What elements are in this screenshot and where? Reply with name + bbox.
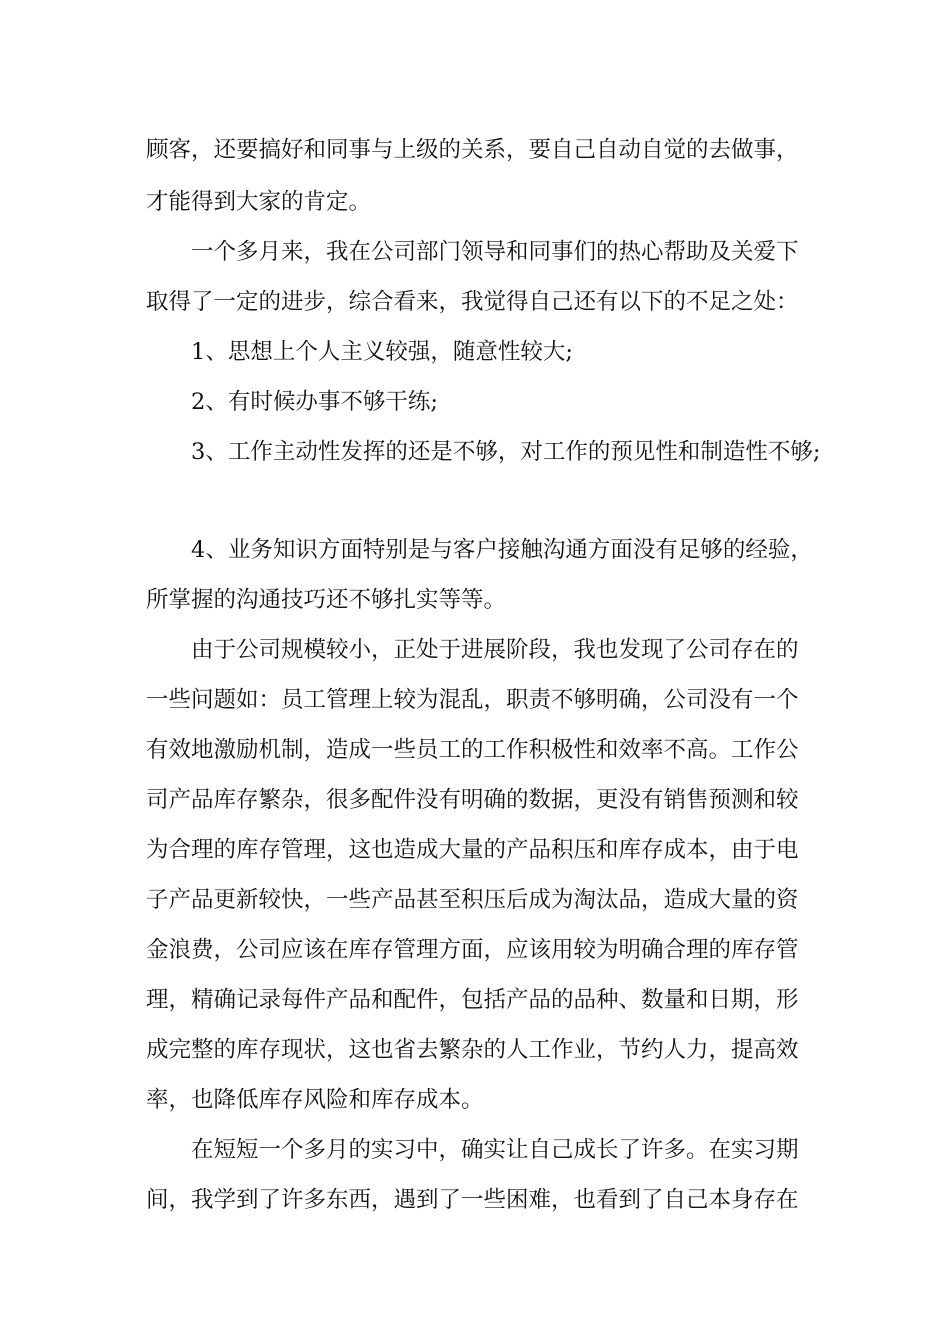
text-line: 率，也降低库存风险和库存成本。: [146, 1087, 484, 1113]
text-line: 理，精确记录每件产品和配件，包括产品的品种、数量和日期，形: [146, 987, 799, 1013]
text-line: 金浪费，公司应该在库存管理方面，应该用较为明确合理的库存管: [146, 937, 799, 963]
text-line: 由于公司规模较小，正处于进展阶段，我也发现了公司存在的: [191, 637, 799, 663]
text-line: 一些问题如：员工管理上较为混乱，职责不够明确，公司没有一个: [146, 687, 799, 713]
list-item: 2、有时候办事不够干练;: [191, 389, 438, 415]
text-line: 顾客，还要搞好和同事与上级的关系，要自己自动自觉的去做事，: [146, 137, 799, 163]
text-line: 间，我学到了许多东西，遇到了一些困难，也看到了自己本身存在: [146, 1187, 799, 1213]
text-line: 取得了一定的进步，综合看来，我觉得自己还有以下的不足之处：: [146, 289, 799, 315]
text-line: 才能得到大家的肯定。: [146, 189, 372, 215]
text-line: 子产品更新较快，一些产品甚至积压后成为淘汰品，造成大量的资: [146, 887, 799, 913]
text-line: 司产品库存繁杂，很多配件没有明确的数据，更没有销售预测和较: [146, 787, 799, 813]
text-line: 成完整的库存现状，这也省去繁杂的人工作业，节约人力，提高效: [146, 1037, 799, 1063]
text-line: 有效地激励机制，造成一些员工的工作积极性和效率不高。工作公: [146, 737, 799, 763]
text-line: 为合理的库存管理，这也造成大量的产品积压和库存成本，由于电: [146, 837, 799, 863]
text-line: 在短短一个多月的实习中，确实让自己成长了许多。在实习期: [191, 1137, 799, 1163]
list-item: 4、业务知识方面特别是与客户接触沟通方面没有足够的经验，: [191, 537, 813, 563]
text-line: 一个多月来，我在公司部门领导和同事们的热心帮助及关爱下: [191, 239, 799, 265]
list-item: 3、工作主动性发挥的还是不够，对工作的预见性和制造性不够;: [191, 439, 821, 465]
list-item: 1、思想上个人主义较强，随意性较大;: [191, 339, 573, 365]
text-line: 所掌握的沟通技巧还不够扎实等等。: [146, 587, 507, 613]
